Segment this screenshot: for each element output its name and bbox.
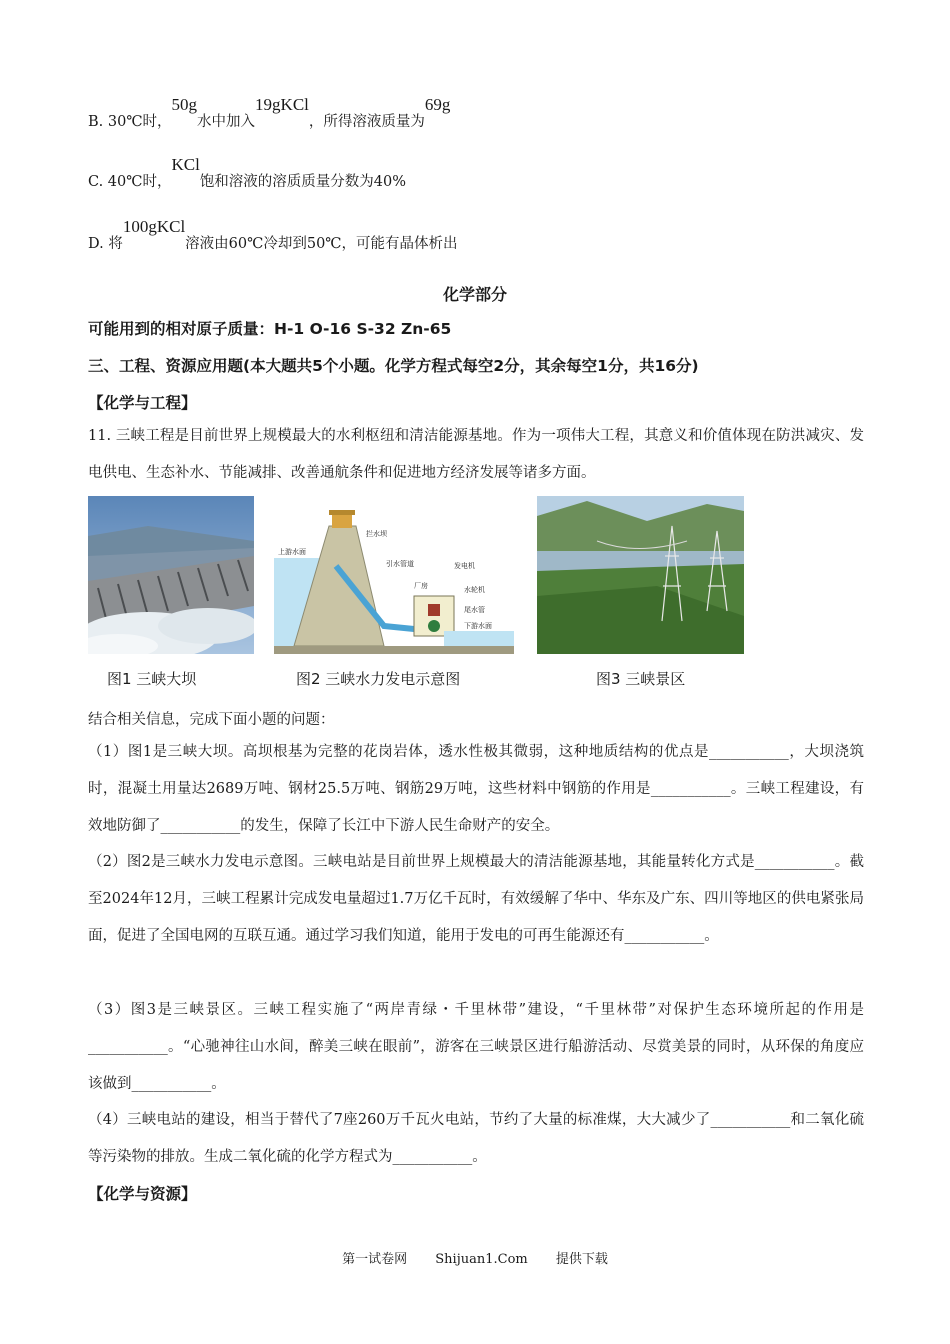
subheading-resource: 【化学与资源】 — [88, 1185, 197, 1203]
question-1: （1）图1是三峡大坝。高坝根基为完整的花岗岩体，透水性极其微弱，这种地质结构的优点是___________，大坝浇筑时，混凝土用量达2689万吨、钢材25.5万吨、钢筋29万吨，这些材料中钢筋的作用是___________。三峡工程建设，有效地防御了___________的发生，保障了长江中下游人民生命财产的安全。 — [88, 744, 864, 834]
page-footer — [0, 1248, 950, 1267]
combine-instruction: 结合相关信息，完成下面小题的问题： — [88, 712, 335, 728]
atomic-mass-line: 可能用到的相对原子质量：H-1 O-16 S-32 Zn-65 — [88, 320, 452, 338]
label-pipe: 引水管道 — [386, 560, 414, 568]
figure-hydro-diagram — [274, 496, 514, 654]
footer-site-name: 第一试卷网 — [342, 1252, 408, 1267]
footer-domain: Shijuan1.Com — [435, 1252, 528, 1267]
caption-fig2: 图2 三峡水力发电示意图 — [296, 670, 461, 688]
part-three-heading: 三、工程、资源应用题(本大题共5个小题。化学方程式每空2分，其余每空1分，共16分) — [88, 357, 699, 375]
label-plant: 厂房 — [414, 582, 428, 590]
label-generator: 发电机 — [454, 562, 475, 570]
question-4: （4）三峡电站的建设，相当于替代了7座260万千瓦火电站，节约了大量的标准煤，大大减少了___________和二氧化硫等污染物的排放。生成二氧化硫的化学方程式为___________。 — [88, 1112, 864, 1165]
label-tail: 尾水管 — [464, 606, 485, 614]
label-turbine: 水轮机 — [464, 586, 485, 594]
label-downstream: 下游水面 — [464, 622, 492, 630]
caption-fig1: 图1 三峡大坝 — [107, 670, 197, 688]
caption-fig3: 图3 三峡景区 — [596, 670, 686, 688]
question-2: （2）图2是三峡水力发电示意图。三峡电站是目前世界上规模最大的清洁能源基地，其能量转化方式是___________。截至2024年12月，三峡工程累计完成发电量超过1.7万亿千瓦时，有效缓解了华中、华东及广东、四川等地区的供电紧张局面，促进了全国电网的互联互通。通过学习我们知道，能用于发电的可再生能源还有___________。 — [88, 854, 864, 944]
section-title: 化学部分 — [442, 285, 507, 304]
figure-dam-photo — [88, 496, 254, 654]
label-dam: 拦水坝 — [366, 530, 387, 538]
subheading-engineering: 【化学与工程】 — [88, 394, 197, 412]
figure-scenic-photo — [537, 496, 744, 654]
footer-download: 提供下载 — [555, 1252, 608, 1267]
question-3: （3）图3是三峡景区。三峡工程实施了“两岸青绿・千里林带”建设，“千里林带”对保护生态环境所起的作用是___________。“心驰神往山水间，醉美三峡在眼前”，游客在三峡景区进行船游活动、尽赏美景的同时，从环保的角度应该做到___________。 — [88, 1002, 864, 1092]
label-upstream: 上游水面 — [278, 548, 306, 556]
option-c: C. 40℃时，KCl饱和溶液的溶质质量分数为40% — [88, 155, 407, 190]
q11-intro: 11. 三峡工程是目前世界上规模最大的水利枢纽和清洁能源基地。作为一项伟大工程，其意义和价值体现在防洪减灾、发电供电、生态补水、节能减排、改善通航条件和促进地方经济发展等诸多方面。 — [88, 428, 864, 481]
option-d: D. 将100gKCl溶液由60℃冷却到50℃，可能有晶体析出 — [88, 217, 458, 252]
option-b: B. 30℃时，50g水中加入19gKCl，所得溶液质量为69g — [88, 95, 451, 130]
